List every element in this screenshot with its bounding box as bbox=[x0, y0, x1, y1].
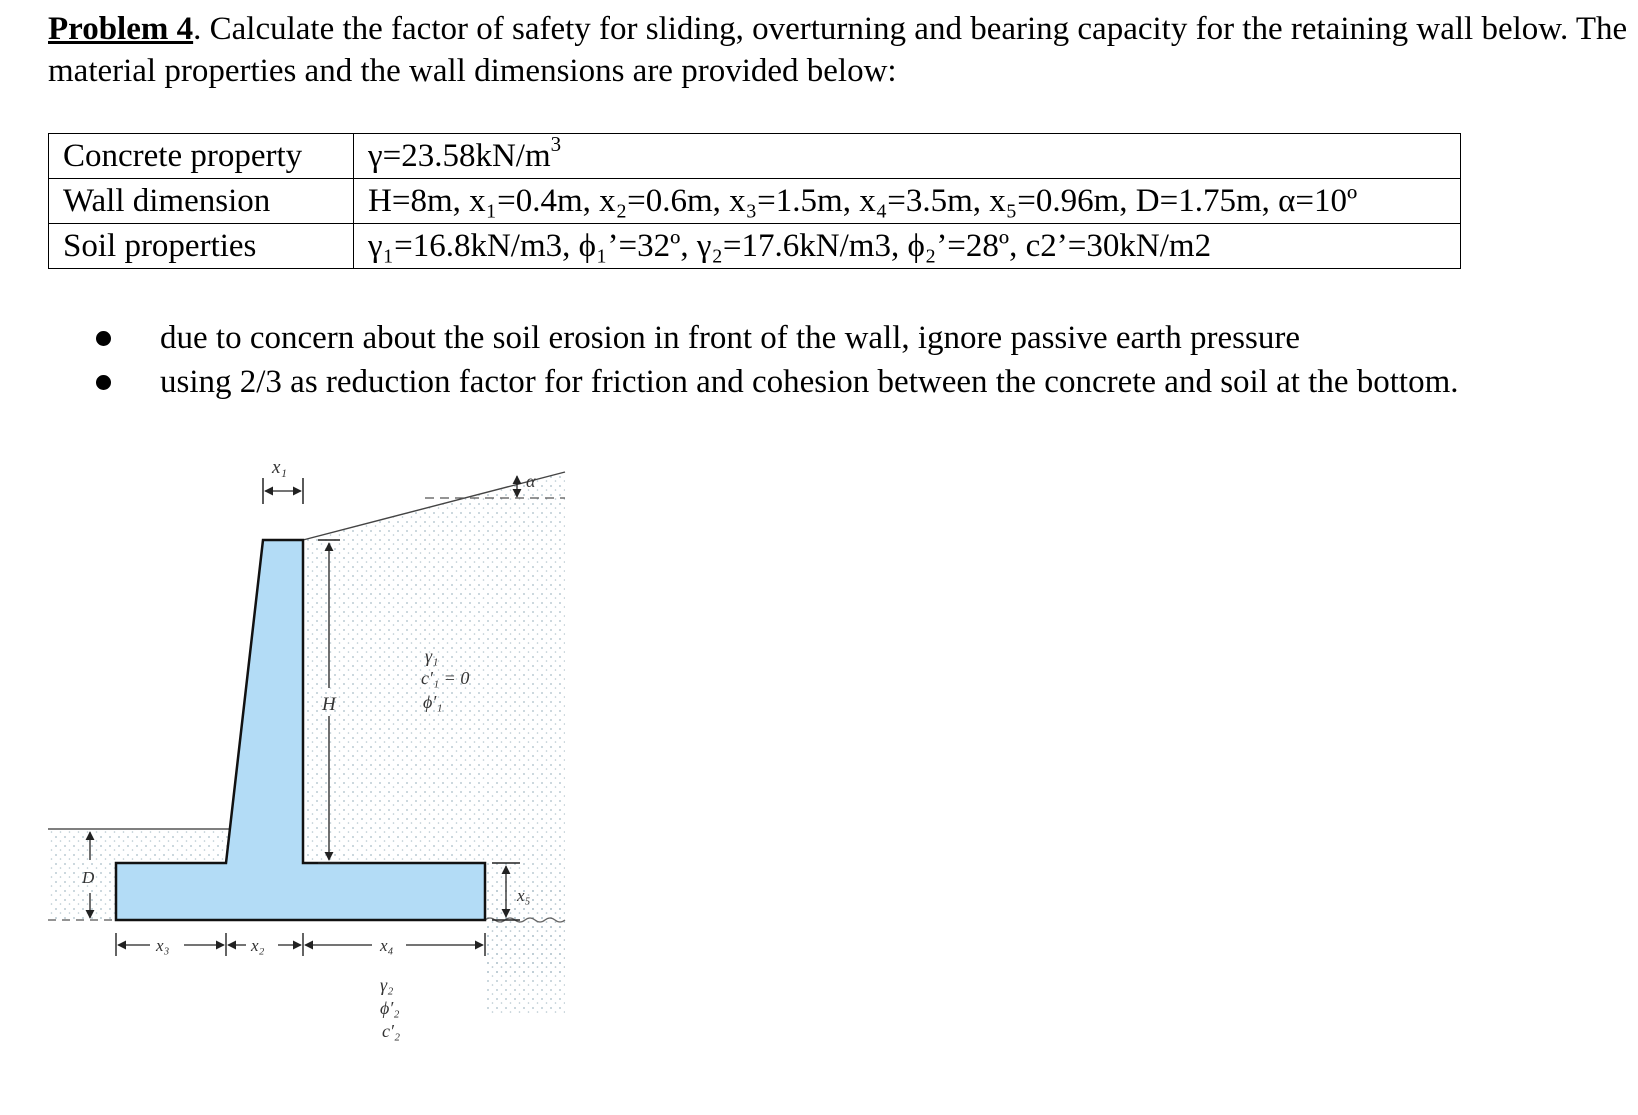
problem-statement bbox=[48, 8, 1628, 92]
bullet-icon bbox=[96, 375, 111, 390]
d-label: D bbox=[82, 868, 95, 887]
row-label: Soil properties bbox=[49, 224, 354, 269]
alpha-label: α bbox=[526, 471, 536, 491]
problem-title: Problem 4 bbox=[48, 11, 194, 47]
list-item: using 2/3 as reduction factor for friction and cohesion between the concrete and soil at the bottom. bbox=[96, 360, 1459, 404]
gamma1-label: γ₁ bbox=[425, 646, 439, 666]
x5-label: x₅ bbox=[517, 886, 531, 905]
superscript: 3 bbox=[550, 132, 562, 156]
c1-label: c′₁ = 0 bbox=[421, 668, 470, 688]
phi1-label: ϕ′₁ bbox=[423, 692, 443, 712]
table-row bbox=[49, 224, 1461, 269]
x3-label: x₃ bbox=[156, 936, 170, 955]
problem-text: . Calculate the factor of safety for sliding, overturning and bearing capacity for the retaining wall below. The material properties and the wall dimensions are provided below: bbox=[48, 11, 1628, 89]
bullet-icon bbox=[96, 331, 111, 346]
x4-label: x₄ bbox=[380, 936, 394, 955]
properties-table bbox=[48, 133, 1461, 269]
list-item: due to concern about the soil erosion in front of the wall, ignore passive earth pressure bbox=[96, 316, 1459, 360]
retaining-wall-diagram bbox=[0, 420, 620, 1110]
phi2-label: ϕ′₂ bbox=[380, 998, 400, 1018]
row-label: Wall dimension bbox=[49, 179, 354, 224]
row-value: H=8m, x₁=0.4m, x₂=0.6m, x₃=1.5m, x₄=3.5m, x₅=0.96m, D=1.75m, α=10º bbox=[354, 179, 1461, 224]
c2-label: c′₂ bbox=[382, 1021, 401, 1041]
x1-label: x₁ bbox=[272, 457, 288, 478]
h-label: H bbox=[322, 694, 336, 715]
table-row bbox=[49, 134, 1461, 179]
notes-list bbox=[96, 316, 1459, 404]
gamma2-label: γ₂ bbox=[380, 975, 394, 995]
row-label: Concrete property bbox=[49, 134, 354, 179]
x2-label: x₂ bbox=[251, 936, 265, 955]
row-value: $\gamma=23.58kN/m^3$ bbox=[354, 134, 1461, 179]
row-value: γ₁=16.8kN/m3, ϕ₁’=32º, γ₂=17.6kN/m3, ϕ₂’=28º, c2’=30kN/m2 bbox=[354, 224, 1461, 269]
table-row bbox=[49, 179, 1461, 224]
